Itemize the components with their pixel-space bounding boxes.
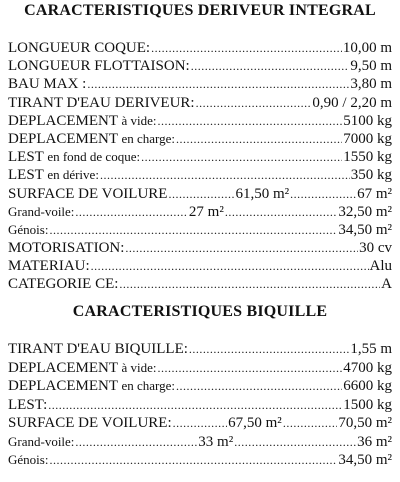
spec-value: A [381, 276, 392, 293]
spec-label: CATEGORIE CE: [8, 276, 119, 293]
spec-label: LONGUEUR COQUE: [8, 40, 151, 56]
spec-value: 30 cv [359, 240, 392, 257]
spec-value: 9,50 m [350, 58, 392, 75]
spec-label-main: LEST [8, 149, 44, 166]
spec-row [8, 166, 392, 184]
dot-leader [173, 414, 228, 432]
dot-leader [151, 39, 342, 57]
spec-value-mid: 67,50 m² [228, 415, 282, 431]
spec-row [8, 57, 392, 75]
spec-value-mid: 61,50 m² [235, 185, 290, 202]
dot-leader [290, 185, 356, 203]
section-title-biquille: CARACTERISTIQUES BIQUILLE [72, 303, 328, 320]
dot-leader [49, 221, 337, 239]
spec-label-qualifier: à vide: [121, 359, 157, 375]
spec-label: TIRANT D'EAU BIQUILLE: [8, 341, 188, 357]
spec-value: 6600 kg [343, 378, 392, 394]
dot-leader [49, 451, 337, 469]
spec-row [8, 130, 392, 148]
dot-leader [75, 433, 197, 451]
spec-row [8, 451, 392, 470]
spec-label-qualifier: en charge: [121, 130, 176, 146]
spec-row [8, 377, 392, 396]
spec-label: MOTORISATION: [8, 240, 125, 257]
section-title-deriveur: CARACTERISTIQUES DERIVEUR INTEGRAL [24, 2, 376, 19]
spec-label: TIRANT D'EAU DERIVEUR: [8, 94, 195, 111]
spec-label-main: DEPLACEMENT [8, 359, 118, 376]
spec-row [8, 75, 392, 93]
dot-leader [48, 396, 342, 414]
spec-value: 1500 kg [343, 396, 392, 413]
spec-value: 32,50 m² [338, 203, 392, 220]
spec-row [8, 257, 392, 275]
spec-row [8, 221, 392, 239]
spec-row [8, 39, 392, 57]
dot-leader [225, 203, 337, 221]
spec-row [8, 359, 392, 378]
dot-leader [168, 185, 234, 203]
dot-leader [191, 57, 350, 75]
spec-row [8, 414, 392, 433]
dot-leader [234, 433, 356, 451]
dot-leader [176, 377, 342, 395]
spec-label-main: DEPLACEMENT [8, 378, 118, 394]
spec-value: 67 m² [357, 185, 392, 202]
spec-label: SURFACE DE VOILURE [8, 185, 168, 202]
spec-row [8, 112, 392, 130]
spec-row [8, 433, 392, 452]
dot-leader [119, 275, 380, 293]
spec-row [8, 340, 392, 359]
spec-row [8, 94, 392, 112]
spec-value: 3,80 m [350, 76, 392, 93]
spec-label-qualifier: en dérive: [47, 167, 99, 183]
spec-label: SURFACE DE VOILURE: [8, 415, 172, 431]
spec-row [8, 396, 392, 415]
spec-label [8, 166, 99, 184]
spec-label-main: DEPLACEMENT [8, 112, 118, 129]
spec-label [8, 359, 157, 377]
spec-label [8, 112, 157, 130]
spec-value: 5100 kg [343, 112, 392, 129]
dot-leader [100, 166, 350, 184]
spec-label: Grand-voile: [8, 203, 75, 219]
spec-value-mid: 33 m² [198, 433, 234, 450]
spec-label-qualifier: à vide: [121, 112, 157, 128]
spec-label [8, 130, 175, 148]
spec-value: 4700 kg [343, 359, 392, 376]
dot-leader [189, 340, 349, 358]
spec-label: BAU MAX : [8, 76, 87, 93]
spec-value: 10,00 m [342, 40, 392, 56]
spec-row [8, 239, 392, 257]
dot-leader [91, 257, 369, 275]
dot-leader [283, 414, 338, 432]
dot-leader [75, 203, 187, 221]
spec-label: MATERIAU: [8, 258, 90, 275]
spec-row [8, 203, 392, 221]
spec-value-mid: 27 m² [188, 203, 224, 220]
spec-label [8, 148, 140, 166]
spec-label-main: LEST [8, 167, 44, 184]
dot-leader [158, 112, 343, 130]
spec-value: 0,90 / 2,20 m [312, 94, 392, 111]
spec-value: Alu [369, 258, 392, 275]
spec-label: Génois: [8, 452, 49, 467]
spec-label [8, 377, 175, 395]
dot-leader [196, 94, 312, 112]
spec-label-qualifier: en fond de coque: [47, 149, 141, 165]
spec-row [8, 148, 392, 166]
spec-label: LEST: [8, 396, 48, 413]
spec-label: Grand-voile: [8, 433, 75, 449]
spec-value: 1550 kg [343, 149, 392, 166]
dot-leader [125, 239, 358, 257]
dot-leader [158, 359, 343, 377]
spec-value: 34,50 m² [338, 452, 392, 468]
spec-row [8, 185, 392, 203]
dot-leader [141, 148, 342, 166]
spec-value: 70,50 m² [338, 415, 392, 431]
dot-leader [87, 75, 349, 93]
spec-value: 34,50 m² [338, 221, 392, 238]
spec-list-deriveur [8, 39, 392, 294]
spec-row [8, 275, 392, 293]
spec-label: Génois: [8, 221, 49, 237]
spec-value: 350 kg [350, 167, 392, 184]
spec-value: 36 m² [357, 433, 392, 450]
spec-label-qualifier: en charge: [121, 378, 176, 393]
spec-list-biquille [8, 340, 392, 470]
dot-leader [176, 130, 342, 148]
spec-label: LONGUEUR FLOTTAISON: [8, 58, 190, 75]
spec-value: 7000 kg [343, 130, 392, 147]
spec-value: 1,55 m [350, 341, 392, 357]
spec-label-main: DEPLACEMENT [8, 130, 118, 147]
